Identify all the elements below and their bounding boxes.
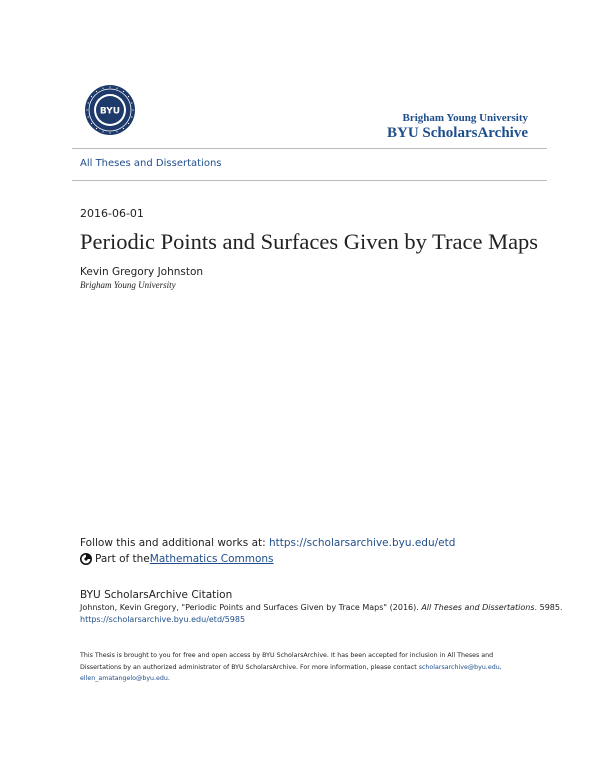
document-title: Periodic Points and Surfaces Given by Trace Maps [80, 229, 539, 254]
collection-link[interactable]: All Theses and Dissertations [80, 158, 222, 169]
citation-heading: BYU ScholarsArchive Citation [80, 589, 233, 601]
etd-link[interactable]: https://scholarsarchive.byu.edu/etd [269, 537, 456, 549]
author-name: Kevin Gregory Johnston [80, 266, 204, 278]
author-affiliation: Brigham Young University [80, 280, 176, 290]
citation-url-link[interactable]: https://scholarsarchive.byu.edu/etd/5985 [80, 615, 246, 624]
citation-series: All Theses and Dissertations [421, 603, 535, 612]
contact-email-link[interactable]: scholarsarchive@byu.edu, ellen_amatangelo@byu.edu [80, 663, 502, 682]
university-name: Brigham Young University [402, 112, 528, 124]
statement-text: This Thesis is brought to you for free and open access by BYU ScholarsArchive. It has been accepted for inclusion in All Theses and Dissertations by an authorized administrator of BYU ScholarsArchive. For more information, please contact [80, 652, 494, 671]
citation-end: . 5985. [534, 603, 563, 612]
byu-seal-icon [84, 84, 136, 136]
follow-line [80, 537, 455, 549]
collection-divider [72, 180, 547, 181]
part-of-line [80, 553, 274, 565]
publication-date: 2016-06-01 [80, 207, 144, 220]
archive-name: BYU ScholarsArchive [387, 125, 528, 141]
institution-header [387, 112, 528, 142]
header-divider [72, 148, 547, 149]
digital-commons-network-icon [80, 553, 92, 565]
svg-text:BYU: BYU [99, 106, 121, 117]
citation-main: Johnston, Kevin Gregory, "Periodic Points and Surfaces Given by Trace Maps" (2016). [80, 603, 422, 612]
statement-end: . [167, 675, 170, 682]
mathematics-commons-link[interactable]: Mathematics Commons [149, 553, 274, 565]
part-of-label: Part of the [95, 553, 150, 565]
citation-text [80, 603, 563, 612]
access-statement [80, 650, 530, 685]
follow-label: Follow this and additional works at: [80, 537, 269, 549]
